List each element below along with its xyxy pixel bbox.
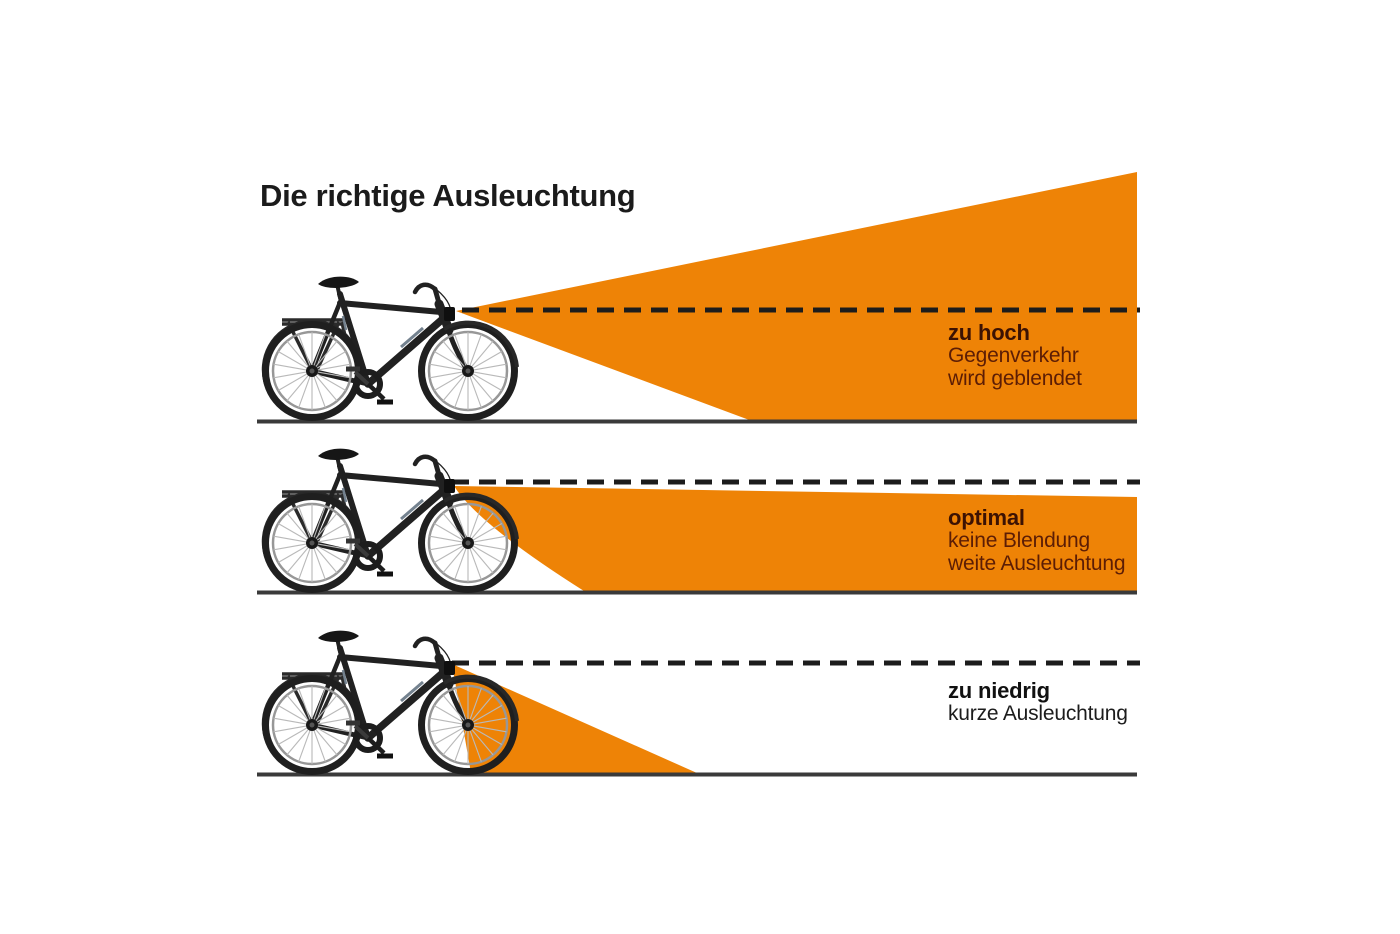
bicycle-optimal — [264, 449, 517, 590]
label-optimal-line-1: keine Blendung — [948, 529, 1090, 552]
label-zu-niedrig-heading: zu niedrig — [948, 678, 1050, 703]
label-zu-hoch — [948, 321, 1082, 390]
label-zu-niedrig-line-1: kurze Ausleuchtung — [948, 702, 1128, 725]
label-zu-hoch-heading: zu hoch — [948, 320, 1030, 345]
label-optimal — [948, 506, 1125, 575]
label-optimal-heading: optimal — [948, 505, 1025, 530]
bicycle-zu-hoch — [264, 277, 517, 418]
label-optimal-line-2: weite Ausleuchtung — [948, 552, 1126, 575]
label-zu-hoch-line-2: wird geblendet — [948, 367, 1082, 390]
page-title: Die richtige Ausleuchtung — [260, 178, 636, 213]
label-zu-niedrig — [948, 679, 1128, 725]
label-zu-hoch-line-1: Gegenverkehr — [948, 344, 1079, 367]
